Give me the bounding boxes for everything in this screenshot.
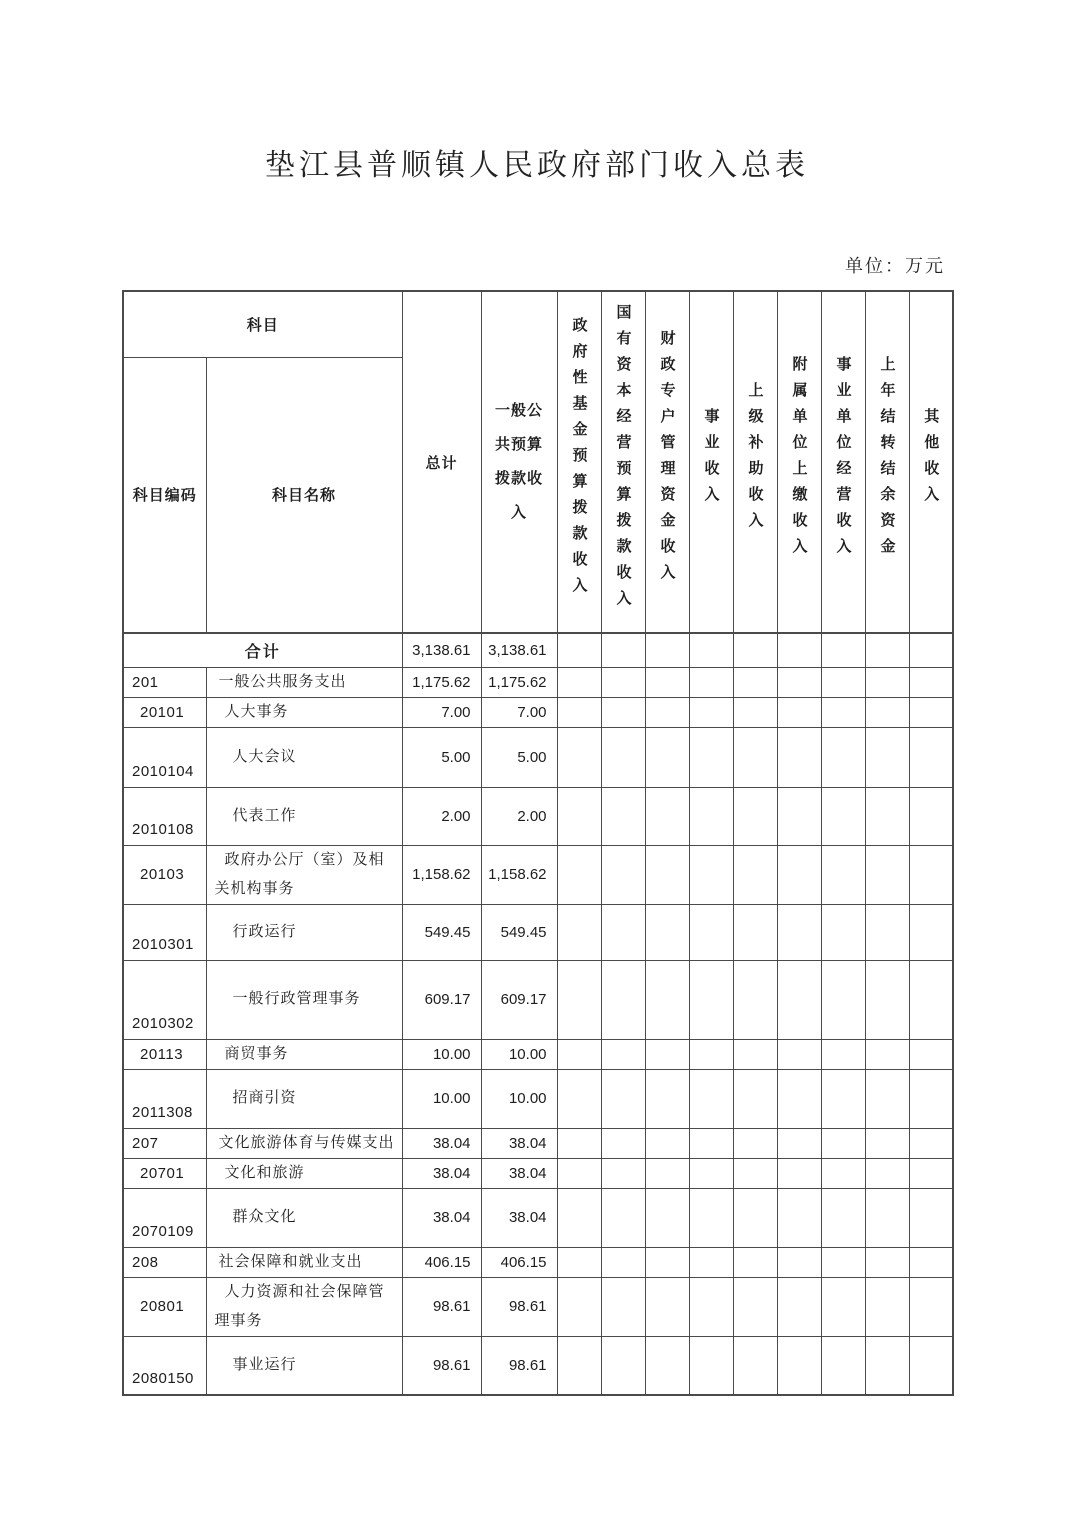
empty-value-cell	[557, 1188, 601, 1247]
empty-value-cell	[909, 1247, 953, 1277]
empty-value-cell	[645, 960, 689, 1039]
empty-value-cell	[909, 1039, 953, 1069]
empty-value-cell	[777, 1277, 821, 1336]
subject-name-cell: 代表工作	[206, 787, 402, 845]
total-value-cell: 98.61	[402, 1336, 481, 1395]
header-subject-code: 科目编码	[123, 357, 206, 633]
empty-value-cell	[689, 667, 733, 697]
empty-value-cell	[821, 845, 865, 904]
empty-value-cell	[601, 845, 645, 904]
empty-value-cell	[645, 1158, 689, 1188]
empty-value-cell	[557, 1128, 601, 1158]
grand-total-label: 合计	[123, 633, 402, 667]
total-value-cell: 5.00	[402, 727, 481, 787]
empty-value-cell	[821, 727, 865, 787]
total-value-cell: 1,175.62	[402, 667, 481, 697]
empty-value-cell	[909, 787, 953, 845]
page-title: 垫江县普顺镇人民政府部门收入总表	[265, 149, 809, 182]
subject-code-cell: 208	[123, 1247, 206, 1277]
empty-value-cell	[645, 697, 689, 727]
empty-value-cell	[777, 667, 821, 697]
empty-value-cell	[689, 1277, 733, 1336]
header-other-income	[909, 291, 953, 633]
empty-value-cell	[865, 1128, 909, 1158]
empty-value-cell	[733, 1247, 777, 1277]
table-row	[123, 1336, 953, 1395]
empty-value-cell	[645, 1128, 689, 1158]
subject-code-cell: 2080150	[123, 1336, 206, 1395]
empty-value-cell	[557, 960, 601, 1039]
empty-value-cell	[821, 1158, 865, 1188]
total-value-cell: 1,158.62	[402, 845, 481, 904]
empty-value-cell	[733, 1069, 777, 1128]
total-value-cell: 38.04	[402, 1128, 481, 1158]
header-state-capital-budget	[601, 291, 645, 633]
income-summary-table	[122, 290, 954, 1396]
empty-value-cell	[777, 1158, 821, 1188]
empty-value-cell	[865, 1247, 909, 1277]
header-superior-subsidy-income-text: 上级补助收入	[746, 382, 764, 538]
empty-value-cell	[601, 787, 645, 845]
empty-value-cell	[689, 845, 733, 904]
general-budget-value-cell: 549.45	[481, 904, 557, 960]
empty-value-cell	[733, 1277, 777, 1336]
total-value-cell: 10.00	[402, 1039, 481, 1069]
empty-value-cell	[865, 727, 909, 787]
empty-value-cell	[777, 904, 821, 960]
empty-value-cell	[777, 845, 821, 904]
empty-value-cell	[777, 787, 821, 845]
empty-value-cell	[689, 727, 733, 787]
table-row	[123, 697, 953, 727]
empty-value-cell	[865, 1336, 909, 1395]
general-budget-value-cell: 609.17	[481, 960, 557, 1039]
empty-value-cell	[821, 1188, 865, 1247]
subject-name-cell: 人大会议	[206, 727, 402, 787]
header-subject-name: 科目名称	[206, 357, 402, 633]
empty-value-cell	[557, 845, 601, 904]
table-row	[123, 1039, 953, 1069]
empty-value-cell	[909, 633, 953, 667]
empty-value-cell	[865, 960, 909, 1039]
empty-value-cell	[557, 1039, 601, 1069]
header-fiscal-account-funds	[645, 291, 689, 633]
subject-code-cell: 20113	[123, 1039, 206, 1069]
subject-name-cell: 人大事务	[206, 697, 402, 727]
empty-value-cell	[733, 727, 777, 787]
empty-value-cell	[909, 1158, 953, 1188]
empty-value-cell	[557, 904, 601, 960]
empty-value-cell	[865, 1069, 909, 1128]
empty-value-cell	[645, 1188, 689, 1247]
empty-value-cell	[777, 727, 821, 787]
subject-name-cell: 群众文化	[206, 1188, 402, 1247]
empty-value-cell	[865, 787, 909, 845]
empty-value-cell	[909, 1336, 953, 1395]
subject-name-cell: 商贸事务	[206, 1039, 402, 1069]
subject-name-cell: 文化和旅游	[206, 1158, 402, 1188]
empty-value-cell	[821, 667, 865, 697]
empty-value-cell	[733, 787, 777, 845]
general-budget-value-cell: 10.00	[481, 1039, 557, 1069]
general-budget-value-cell: 3,138.61	[481, 633, 557, 667]
total-value-cell: 38.04	[402, 1188, 481, 1247]
general-budget-value-cell: 38.04	[481, 1128, 557, 1158]
empty-value-cell	[821, 1247, 865, 1277]
empty-value-cell	[909, 697, 953, 727]
total-value-cell: 3,138.61	[402, 633, 481, 667]
empty-value-cell	[689, 633, 733, 667]
subject-code-cell: 2010104	[123, 727, 206, 787]
total-value-cell: 2.00	[402, 787, 481, 845]
empty-value-cell	[557, 787, 601, 845]
empty-value-cell	[645, 727, 689, 787]
empty-value-cell	[601, 1039, 645, 1069]
empty-value-cell	[601, 960, 645, 1039]
table-row	[123, 1158, 953, 1188]
empty-value-cell	[777, 960, 821, 1039]
empty-value-cell	[689, 697, 733, 727]
empty-value-cell	[557, 1247, 601, 1277]
empty-value-cell	[733, 667, 777, 697]
empty-value-cell	[865, 1188, 909, 1247]
empty-value-cell	[909, 727, 953, 787]
subject-code-cell: 20103	[123, 845, 206, 904]
subject-name-cell: 行政运行	[206, 904, 402, 960]
table-body	[123, 633, 953, 1395]
empty-value-cell	[733, 1039, 777, 1069]
empty-value-cell	[733, 904, 777, 960]
subject-name-cell: 一般公共服务支出	[206, 667, 402, 697]
empty-value-cell	[733, 1188, 777, 1247]
empty-value-cell	[557, 1158, 601, 1188]
empty-value-cell	[601, 1277, 645, 1336]
empty-value-cell	[645, 633, 689, 667]
table-row	[123, 633, 953, 667]
empty-value-cell	[777, 1188, 821, 1247]
total-value-cell: 609.17	[402, 960, 481, 1039]
subject-name-cell: 社会保障和就业支出	[206, 1247, 402, 1277]
empty-value-cell	[689, 1247, 733, 1277]
table-row	[123, 1069, 953, 1128]
header-gov-fund-budget	[557, 291, 601, 633]
empty-value-cell	[777, 1336, 821, 1395]
empty-value-cell	[821, 960, 865, 1039]
general-budget-value-cell: 10.00	[481, 1069, 557, 1128]
table-row	[123, 1188, 953, 1247]
empty-value-cell	[601, 1336, 645, 1395]
table-row	[123, 727, 953, 787]
empty-value-cell	[601, 697, 645, 727]
empty-value-cell	[865, 1039, 909, 1069]
empty-value-cell	[645, 845, 689, 904]
header-carryover-funds-text: 上年结转结余资金	[878, 356, 896, 564]
empty-value-cell	[689, 1039, 733, 1069]
subject-code-cell: 2010301	[123, 904, 206, 960]
empty-value-cell	[909, 845, 953, 904]
total-value-cell: 38.04	[402, 1158, 481, 1188]
subject-name-cell: 一般行政管理事务	[206, 960, 402, 1039]
header-gov-fund-budget-text: 政府性基金预算拨款收入	[570, 317, 588, 603]
header-other-income-text: 其他收入	[922, 408, 940, 512]
total-value-cell: 549.45	[402, 904, 481, 960]
header-affiliated-unit-remittance	[777, 291, 821, 633]
empty-value-cell	[777, 697, 821, 727]
general-budget-value-cell: 7.00	[481, 697, 557, 727]
subject-code-cell: 20101	[123, 697, 206, 727]
subject-code-cell: 207	[123, 1128, 206, 1158]
general-budget-value-cell: 1,158.62	[481, 845, 557, 904]
empty-value-cell	[821, 697, 865, 727]
empty-value-cell	[689, 787, 733, 845]
table-row	[123, 1247, 953, 1277]
empty-value-cell	[557, 1336, 601, 1395]
empty-value-cell	[601, 1069, 645, 1128]
empty-value-cell	[865, 1277, 909, 1336]
header-total: 总计	[402, 291, 481, 633]
empty-value-cell	[777, 1247, 821, 1277]
subject-code-cell: 2011308	[123, 1069, 206, 1128]
empty-value-cell	[557, 697, 601, 727]
subject-code-cell: 2070109	[123, 1188, 206, 1247]
empty-value-cell	[733, 960, 777, 1039]
empty-value-cell	[601, 1247, 645, 1277]
empty-value-cell	[909, 667, 953, 697]
empty-value-cell	[821, 633, 865, 667]
table-row	[123, 787, 953, 845]
empty-value-cell	[645, 1336, 689, 1395]
general-budget-value-cell: 1,175.62	[481, 667, 557, 697]
empty-value-cell	[909, 960, 953, 1039]
empty-value-cell	[821, 1039, 865, 1069]
subject-code-cell: 2010108	[123, 787, 206, 845]
empty-value-cell	[733, 1158, 777, 1188]
subject-code-cell: 20801	[123, 1277, 206, 1336]
header-institution-income	[689, 291, 733, 633]
empty-value-cell	[601, 667, 645, 697]
empty-value-cell	[601, 633, 645, 667]
table-row	[123, 667, 953, 697]
general-budget-value-cell: 2.00	[481, 787, 557, 845]
table-row	[123, 845, 953, 904]
header-carryover-funds	[865, 291, 909, 633]
empty-value-cell	[865, 697, 909, 727]
empty-value-cell	[645, 787, 689, 845]
total-value-cell: 7.00	[402, 697, 481, 727]
empty-value-cell	[645, 667, 689, 697]
empty-value-cell	[865, 667, 909, 697]
empty-value-cell	[733, 1128, 777, 1158]
empty-value-cell	[645, 904, 689, 960]
empty-value-cell	[821, 1277, 865, 1336]
empty-value-cell	[777, 1128, 821, 1158]
general-budget-value-cell: 98.61	[481, 1336, 557, 1395]
subject-code-cell: 201	[123, 667, 206, 697]
table-row	[123, 960, 953, 1039]
subject-name-cell: 人力资源和社会保障管理事务	[206, 1277, 402, 1336]
empty-value-cell	[645, 1277, 689, 1336]
header-fiscal-account-funds-text: 财政专户管理资金收入	[658, 330, 676, 590]
empty-value-cell	[689, 1128, 733, 1158]
subject-name-cell: 事业运行	[206, 1336, 402, 1395]
header-institution-operating-income-text: 事业单位经营收入	[834, 356, 852, 564]
header-affiliated-unit-remittance-text: 附属单位上缴收入	[790, 356, 808, 564]
empty-value-cell	[601, 904, 645, 960]
general-budget-value-cell: 38.04	[481, 1158, 557, 1188]
empty-value-cell	[909, 1069, 953, 1128]
empty-value-cell	[777, 1069, 821, 1128]
empty-value-cell	[733, 845, 777, 904]
header-institution-income-text: 事业收入	[702, 408, 720, 512]
empty-value-cell	[909, 1277, 953, 1336]
subject-name-cell: 文化旅游体育与传媒支出	[206, 1128, 402, 1158]
empty-value-cell	[733, 697, 777, 727]
general-budget-value-cell: 406.15	[481, 1247, 557, 1277]
total-value-cell: 406.15	[402, 1247, 481, 1277]
empty-value-cell	[733, 1336, 777, 1395]
subject-code-cell: 2010302	[123, 960, 206, 1039]
empty-value-cell	[821, 904, 865, 960]
total-value-cell: 10.00	[402, 1069, 481, 1128]
table-row	[123, 1277, 953, 1336]
empty-value-cell	[821, 1336, 865, 1395]
empty-value-cell	[645, 1247, 689, 1277]
empty-value-cell	[909, 1128, 953, 1158]
table-row	[123, 904, 953, 960]
table-row	[123, 1128, 953, 1158]
empty-value-cell	[601, 727, 645, 787]
empty-value-cell	[865, 845, 909, 904]
empty-value-cell	[733, 633, 777, 667]
empty-value-cell	[865, 1158, 909, 1188]
empty-value-cell	[821, 1069, 865, 1128]
empty-value-cell	[909, 904, 953, 960]
empty-value-cell	[601, 1188, 645, 1247]
subject-name-cell: 政府办公厅（室）及相关机构事务	[206, 845, 402, 904]
empty-value-cell	[689, 960, 733, 1039]
header-institution-operating-income	[821, 291, 865, 633]
header-subject: 科目	[123, 291, 402, 357]
empty-value-cell	[645, 1039, 689, 1069]
empty-value-cell	[865, 904, 909, 960]
empty-value-cell	[821, 787, 865, 845]
empty-value-cell	[909, 1188, 953, 1247]
empty-value-cell	[689, 1336, 733, 1395]
empty-value-cell	[557, 727, 601, 787]
empty-value-cell	[557, 1277, 601, 1336]
empty-value-cell	[601, 1158, 645, 1188]
empty-value-cell	[689, 1069, 733, 1128]
empty-value-cell	[557, 1069, 601, 1128]
subject-code-cell: 20701	[123, 1158, 206, 1188]
table-header	[123, 291, 953, 633]
total-value-cell: 98.61	[402, 1277, 481, 1336]
empty-value-cell	[557, 633, 601, 667]
empty-value-cell	[689, 904, 733, 960]
empty-value-cell	[777, 633, 821, 667]
empty-value-cell	[821, 1128, 865, 1158]
header-general-public-budget: 一般公共预算拨款收入	[481, 291, 557, 633]
empty-value-cell	[645, 1069, 689, 1128]
empty-value-cell	[777, 1039, 821, 1069]
empty-value-cell	[689, 1188, 733, 1247]
empty-value-cell	[689, 1158, 733, 1188]
empty-value-cell	[601, 1128, 645, 1158]
header-superior-subsidy-income	[733, 291, 777, 633]
general-budget-value-cell: 38.04	[481, 1188, 557, 1247]
general-budget-value-cell: 98.61	[481, 1277, 557, 1336]
general-budget-value-cell: 5.00	[481, 727, 557, 787]
empty-value-cell	[865, 633, 909, 667]
header-state-capital-budget-text: 国有资本经营预算拨款收入	[614, 304, 632, 616]
unit-label: 单位：万元	[845, 256, 945, 276]
subject-name-cell: 招商引资	[206, 1069, 402, 1128]
empty-value-cell	[557, 667, 601, 697]
